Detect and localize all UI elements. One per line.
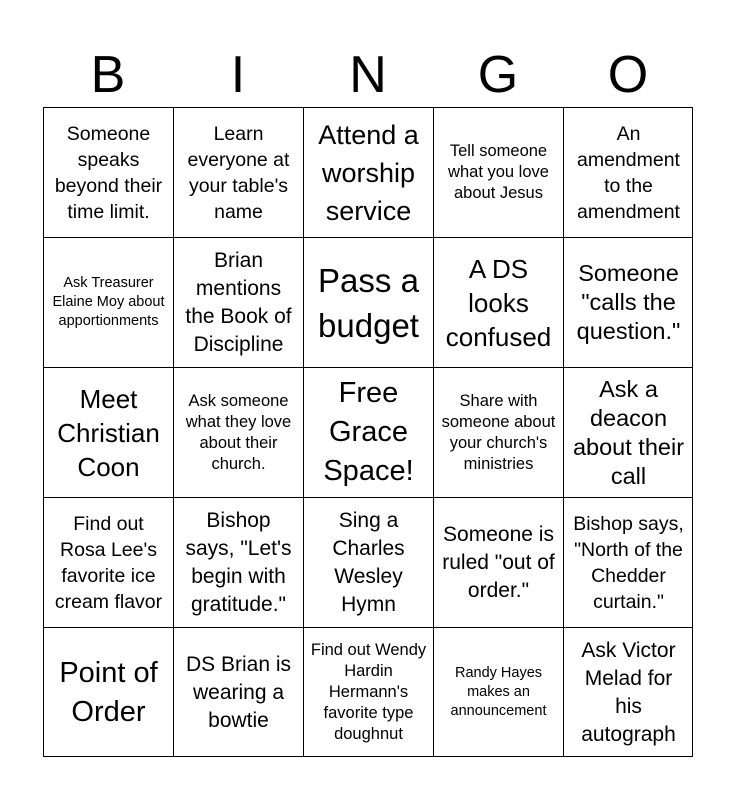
cell-text: Find out Wendy Hardin Hermann's favorite type doughnut	[310, 641, 427, 743]
bingo-cell-r3c2[interactable]	[173, 367, 303, 497]
cell-text: Someone speaks beyond their time limit.	[54, 122, 163, 223]
bingo-cell-r5c5[interactable]	[563, 627, 693, 757]
cell-text: Ask someone what they love about their church.	[185, 391, 292, 473]
cell-text: Sing a Charles Wesley Hymn	[332, 508, 405, 616]
cell-text: An amendment to the amendment	[577, 122, 680, 223]
bingo-cell-r1c3[interactable]	[303, 107, 433, 237]
bingo-cell-r5c4[interactable]	[433, 627, 563, 757]
cell-text: Ask Victor Melad for his autograph	[581, 638, 676, 746]
cell-text: Find out Rosa Lee's favorite ice cream flavor	[54, 512, 163, 613]
cell-text: Someone "calls the question."	[576, 260, 681, 344]
header-letter-b: B	[90, 46, 126, 104]
cell-text: Meet Christian Coon	[57, 383, 160, 482]
cell-text: Learn everyone at your table's name	[187, 122, 290, 223]
bingo-cell-r2c2[interactable]	[173, 237, 303, 367]
cell-text: Someone is ruled "out of order."	[442, 522, 555, 602]
bingo-cell-r5c2[interactable]	[173, 627, 303, 757]
cell-text: Attend a worship service	[318, 119, 419, 226]
bingo-cell-r3c1[interactable]	[43, 367, 173, 497]
bingo-cell-r3c3[interactable]	[303, 367, 433, 497]
bingo-cell-r1c1[interactable]	[43, 107, 173, 237]
cell-text: Ask a deacon about their call	[572, 375, 685, 489]
bingo-header	[43, 44, 693, 106]
bingo-cell-r1c2[interactable]	[173, 107, 303, 237]
bingo-cell-r2c5[interactable]	[563, 237, 693, 367]
cell-text: Bishop says, "Let's begin with gratitude."	[185, 508, 292, 616]
bingo-cell-r1c5[interactable]	[563, 107, 693, 237]
cell-text: A DS looks confused	[445, 253, 552, 352]
bingo-cell-r2c4[interactable]	[433, 237, 563, 367]
bingo-cell-r2c3[interactable]	[303, 237, 433, 367]
header-letter-o: O	[607, 46, 649, 104]
bingo-cell-r5c1[interactable]	[43, 627, 173, 757]
cell-text: DS Brian is wearing a bowtie	[185, 652, 292, 732]
cell-text: Tell someone what you love about Jesus	[448, 142, 549, 202]
cell-text: Point of Order	[59, 656, 158, 728]
cell-text: Ask Treasurer Elaine Moy about apportionments	[52, 275, 165, 329]
cell-text: Randy Hayes makes an announcement	[450, 665, 547, 719]
cell-text: Bishop says, "North of the Chedder curtain."	[573, 512, 684, 613]
bingo-cell-r3c4[interactable]	[433, 367, 563, 497]
cell-text: Pass a budget	[318, 261, 419, 344]
bingo-cell-r4c3[interactable]	[303, 497, 433, 627]
header-letter-g: G	[477, 46, 519, 104]
cell-text: Share with someone about your church's ministries	[441, 391, 556, 473]
header-letter-n: N	[349, 46, 387, 104]
cell-text: Brian mentions the Book of Discipline	[185, 248, 292, 356]
bingo-cell-r4c4[interactable]	[433, 497, 563, 627]
bingo-cell-r4c5[interactable]	[563, 497, 693, 627]
bingo-cell-r4c2[interactable]	[173, 497, 303, 627]
bingo-cell-r3c5[interactable]	[563, 367, 693, 497]
bingo-cell-r4c1[interactable]	[43, 497, 173, 627]
header-letter-i: I	[230, 46, 246, 104]
bingo-cell-r1c4[interactable]	[433, 107, 563, 237]
cell-text: Free Grace Space!	[323, 377, 414, 487]
bingo-cell-r2c1[interactable]	[43, 237, 173, 367]
bingo-cell-r5c3[interactable]	[303, 627, 433, 757]
bingo-card	[43, 107, 693, 757]
